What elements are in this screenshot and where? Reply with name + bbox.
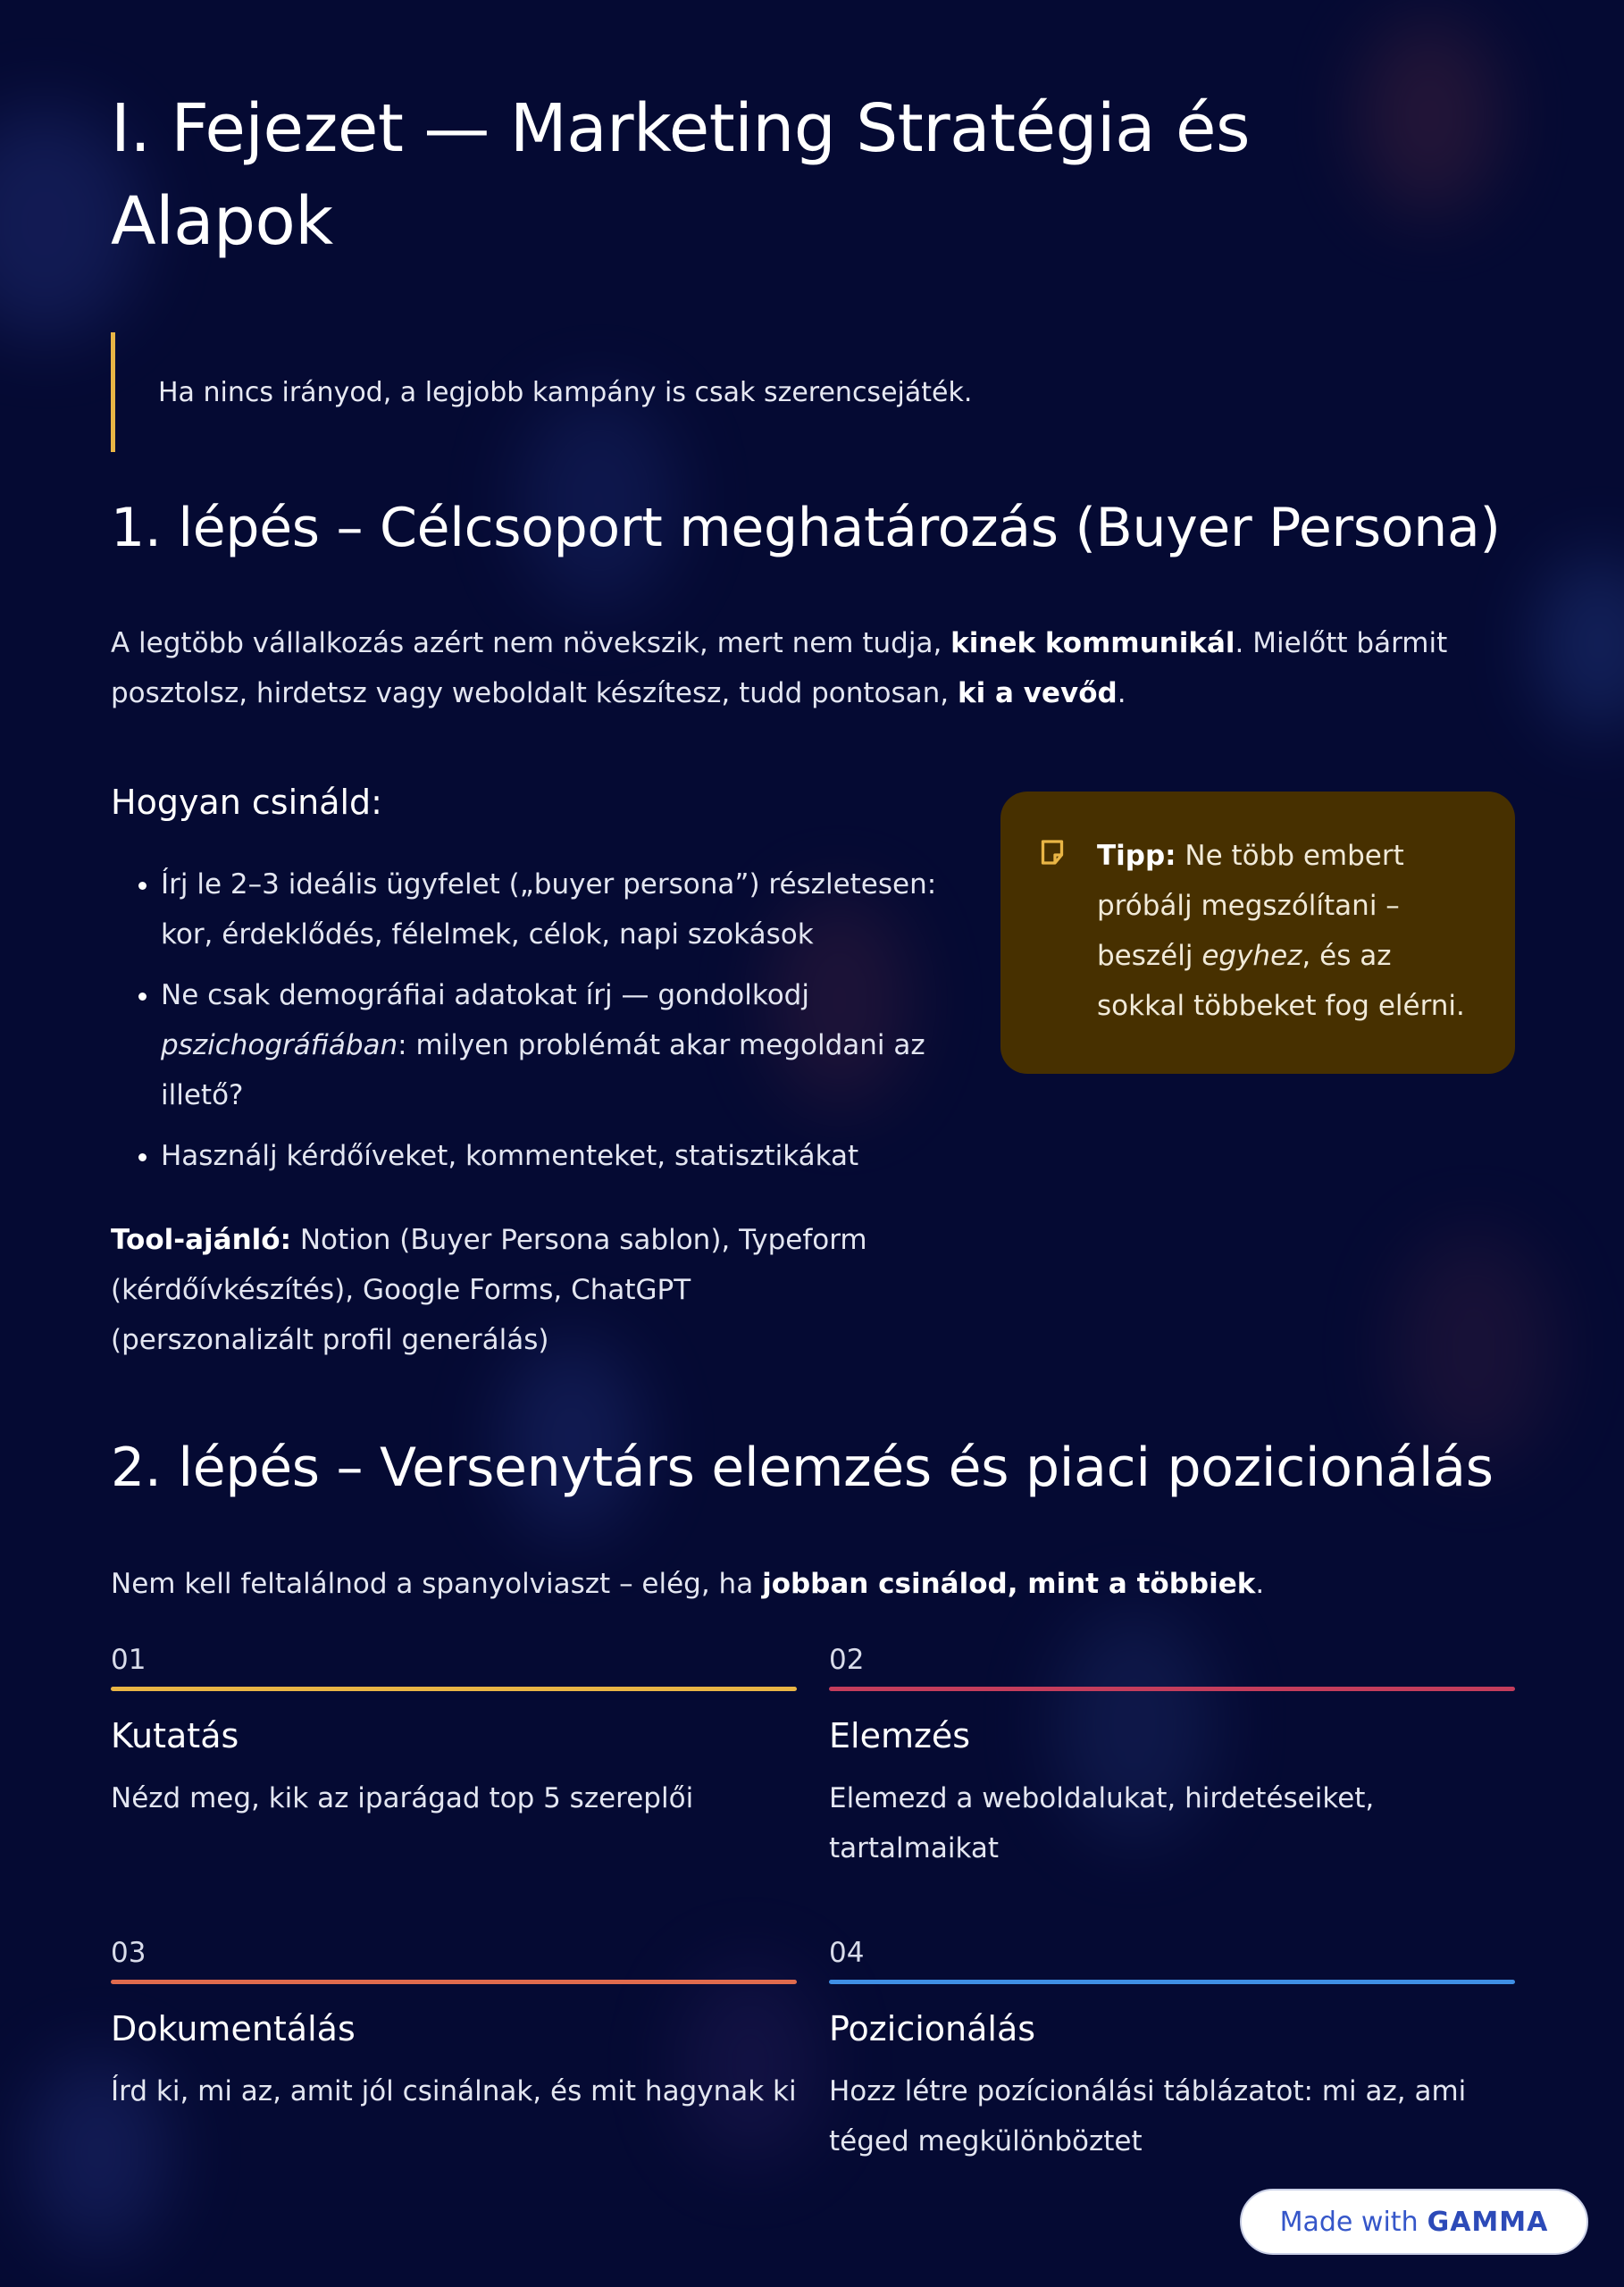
step-number: 04 — [829, 1937, 865, 1969]
process-step — [829, 1937, 1515, 2166]
emphasis-text: ki a vevőd — [958, 677, 1118, 709]
step-title: Pozicionálás — [829, 2009, 1036, 2048]
step-bar — [111, 1687, 797, 1691]
badge-text: Made with — [1279, 2206, 1419, 2238]
list-item: • Írj le 2–3 ideális ügyfelet („buyer persona”) részletesen: kor, érdeklődés, félelmek, célok, napi szokások — [161, 859, 965, 959]
step2-heading: 2. lépés – Versenytárs elemzés és piaci pozicionálás — [111, 1437, 1494, 1499]
process-step — [111, 1937, 797, 2116]
note-icon — [1036, 836, 1068, 868]
page-title: I. Fejezet — Marketing Stratégia és Alapok — [111, 90, 1251, 260]
step-number: 02 — [829, 1644, 865, 1676]
step-title: Elemzés — [829, 1716, 971, 1755]
tip-text: Tipp: Ne több embert próbálj megszólítani – beszélj egyhez, és az sokkal többeket fog elérni. — [1097, 840, 1465, 1022]
list-item: • Használj kérdőíveket, kommenteket, statisztikákat — [161, 1131, 965, 1181]
step-description: Nézd meg, kik az iparágad top 5 szereplői — [111, 1782, 694, 1814]
step1-heading: 1. lépés – Célcsoport meghatározás (Buyer Persona) — [111, 497, 1501, 559]
step-bar — [829, 1980, 1515, 1984]
step-number: 03 — [111, 1937, 146, 1969]
step-bar — [829, 1687, 1515, 1691]
tool-recommendation — [111, 1215, 897, 1365]
step-title: Kutatás — [111, 1716, 239, 1755]
tip-label: Tipp: — [1097, 840, 1176, 872]
tip-callout — [1000, 792, 1515, 1074]
how-to-list — [111, 859, 965, 1192]
process-step — [111, 1644, 797, 1823]
step-description: Írd ki, mi az, amit jól csinálnak, és mit hagynak ki — [111, 2075, 797, 2107]
tool-text: Notion (Buyer Persona sablon), Typeform (kérdőívkészítés), Google Forms, ChatGPT (perszonalizált profil generálás) — [111, 1224, 867, 1356]
process-step — [829, 1644, 1515, 1873]
step-description: Hozz létre pozícionálási táblázatot: mi az, ami téged megkülönböztet — [829, 2075, 1467, 2157]
gamma-logo: GAMMA — [1427, 2206, 1549, 2238]
step2-intro: Nem kell feltalálnod a spanyolviaszt – elég, ha jobban csinálod, mint a többiek. — [111, 1568, 1265, 1600]
list-item: • Ne csak demográfiai adatokat írj — gondolkodj pszichográfiában: milyen problémát akar megoldani az illető? — [161, 970, 965, 1120]
step-description: Elemezd a weboldalukat, hirdetéseiket, tartalmaikat — [829, 1782, 1375, 1864]
quote-block — [111, 332, 1004, 452]
step-number: 01 — [111, 1644, 146, 1676]
how-to-heading: Hogyan csináld: — [111, 783, 382, 822]
step-bar — [111, 1980, 797, 1984]
tool-label: Tool-ajánló: — [111, 1224, 291, 1256]
emphasis-text: jobban csinálod, mint a többiek — [762, 1568, 1256, 1600]
step1-intro: A legtöbb vállalkozás azért nem növekszik, mert nem tudja, kinek kommunikál. Mielőtt bármit posztolsz, hirdetsz vagy weboldalt készítesz, tudd pontosan, ki a vevőd. — [111, 627, 1448, 709]
quote-text: Ha nincs irányod, a legjobb kampány is csak szerencsejáték. — [158, 376, 973, 408]
made-with-gamma-badge[interactable] — [1240, 2189, 1588, 2255]
step-title: Dokumentálás — [111, 2009, 356, 2048]
emphasis-text: kinek kommunikál — [950, 627, 1235, 659]
